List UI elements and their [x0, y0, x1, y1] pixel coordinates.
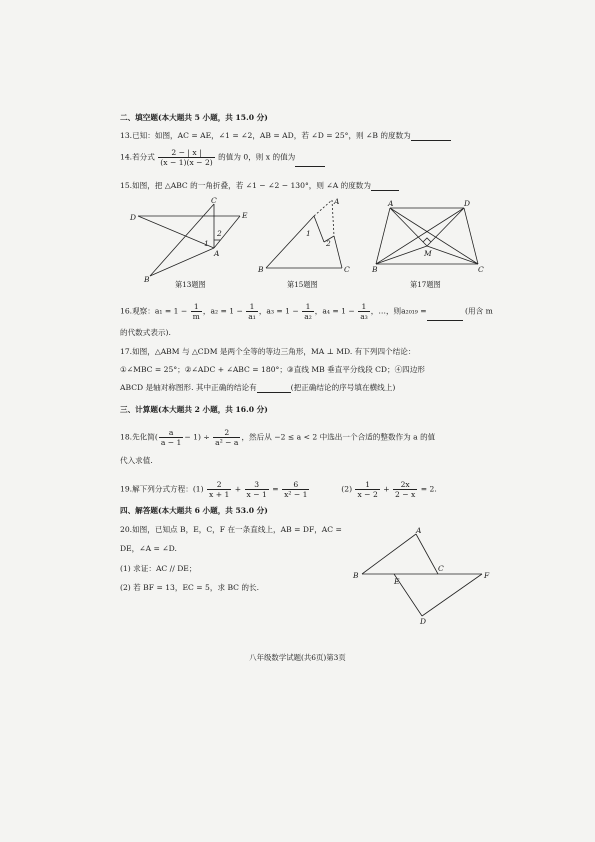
fraction — [246, 302, 258, 321]
answer-blank-17[interactable] — [257, 392, 291, 393]
point-label: E — [394, 577, 400, 586]
answer-blank-13[interactable] — [411, 140, 451, 141]
denominator: a₁ — [248, 312, 256, 321]
point-label: C — [438, 564, 444, 573]
section-heading-computation: 三、计算题(本大题共 2 小题，共 16.0 分) — [120, 405, 268, 414]
section-heading-fill-in: 二、填空题(本大题共 5 小题，共 15.0 分) — [120, 113, 268, 122]
point-label: B — [144, 275, 150, 284]
angle-label: 2 — [217, 229, 222, 238]
question-16-suffix: (用含 m — [465, 306, 493, 316]
section-heading-solutions: 四、解答题(本大题共 6 小题，共 53.0 分) — [120, 506, 268, 515]
numerator: a — [159, 428, 184, 438]
question-17-text: ABCD 是轴对称图形. 其中正确的结论有 — [120, 383, 257, 392]
figure-15-caption: 第15题图 — [287, 280, 318, 289]
fraction — [191, 302, 202, 321]
operator: + — [383, 484, 390, 494]
question-18 — [120, 428, 435, 447]
point-label: E — [242, 211, 248, 220]
point-label: A — [388, 199, 394, 208]
fraction — [282, 480, 309, 499]
denominator: x − 1 — [246, 490, 267, 499]
question-14 — [120, 148, 325, 167]
question-16-text: ，a₃ = 1 − — [258, 306, 299, 316]
question-18-prefix: 18.先化简( — [120, 432, 158, 442]
denominator: x − 2 — [357, 490, 378, 499]
question-14-suffix: 的值为 0，则 x 的值为 — [218, 152, 296, 162]
fraction — [393, 480, 417, 499]
numerator: 2 — [213, 428, 240, 438]
answer-blank-14[interactable] — [295, 166, 325, 167]
numerator: 2x — [393, 480, 417, 490]
denominator: a₃ — [360, 312, 368, 321]
figure-13-caption: 第13题图 — [175, 280, 206, 289]
question-20-line2: DE，∠A = ∠D. — [120, 544, 177, 553]
fraction — [213, 428, 240, 447]
fraction — [245, 480, 269, 499]
question-19-part2-label: (2) — [341, 484, 353, 494]
operator: = — [272, 484, 279, 494]
point-label: A — [214, 249, 220, 258]
figure-17-caption: 第17题图 — [410, 280, 441, 289]
angle-label: 1 — [306, 229, 311, 238]
question-19-prefix: 19.解下列分式方程：(1) — [120, 484, 204, 494]
denominator: 2 − x — [395, 490, 416, 499]
angle-label: 2 — [326, 239, 331, 248]
point-label: C — [211, 196, 217, 205]
denominator: x + 1 — [209, 490, 230, 499]
question-16-prefix: 16.观察：a₁ = 1 − — [120, 306, 188, 316]
question-18-line2: 代入求值. — [120, 456, 153, 465]
question-17-line1: 17.如图，△ABM 与 △CDM 是两个全等的等边三角形，MA ⊥ MD. 有下列四个结论： — [120, 347, 416, 356]
answer-blank-16[interactable] — [427, 320, 463, 321]
question-19-end: = 2. — [420, 484, 437, 494]
fraction — [207, 480, 231, 499]
point-label: B — [372, 265, 378, 274]
figure-13-diagram — [128, 196, 258, 286]
numerator: 1 — [302, 302, 314, 312]
denominator: x² − 1 — [284, 490, 308, 499]
question-17-line2: ①∠MBC = 25°；②∠ADC + ∠ABC = 180°；③直线 MB 垂直平分线段 CD；④四边形 — [120, 365, 425, 374]
answer-blank-15[interactable] — [371, 190, 399, 191]
point-label: D — [130, 213, 137, 222]
question-20-part2: (2) 若 BF = 13，EC = 5，求 BC 的长. — [120, 583, 259, 592]
numerator: 1 — [191, 302, 202, 312]
figure-15-diagram — [256, 196, 356, 276]
denominator: a₂ — [304, 312, 312, 321]
point-label: C — [478, 265, 484, 274]
numerator: 6 — [282, 480, 309, 490]
angle-label: 1 — [204, 239, 209, 248]
operator: + — [234, 484, 242, 494]
fraction — [355, 480, 379, 499]
question-16-line2: 的代数式表示). — [120, 328, 171, 337]
question-17-instruction: (把正确结论的序号填在横线上) — [290, 383, 396, 392]
fraction — [158, 148, 214, 167]
question-19 — [120, 480, 437, 499]
point-label: C — [344, 265, 350, 274]
figure-17-diagram — [368, 198, 488, 274]
question-20-line1: 20.如图，已知点 B，E，C，F 在一条直线上，AB = DF，AC = — [120, 525, 342, 534]
point-label: B — [258, 265, 264, 274]
question-17-line3 — [120, 382, 395, 393]
question-18-suffix: ，然后从 −2 ≤ a < 2 中选出一个合适的整数作为 a 的值 — [241, 432, 436, 442]
fraction — [159, 428, 184, 447]
numerator: 1 — [358, 302, 370, 312]
denominator: a² − a — [215, 438, 239, 447]
point-label: B — [353, 571, 359, 580]
question-18-text: − 1) ÷ — [184, 432, 210, 442]
question-15 — [120, 180, 399, 191]
point-label: D — [420, 617, 427, 626]
question-16-text: ，a₂ = 1 − — [202, 306, 243, 316]
question-15-text: 15.如图，把 △ABC 的一角折叠，若 ∠1 − ∠2 − 130°，则 ∠A 的度数为 — [120, 181, 371, 190]
numerator: 1 — [246, 302, 258, 312]
page-footer: 八年级数学试题(共6页)第3页 — [249, 653, 346, 662]
denominator: a − 1 — [160, 438, 182, 447]
question-16-text: ，a₄ = 1 − — [314, 306, 355, 316]
numerator: 1 — [355, 480, 379, 490]
numerator: 2 — [207, 480, 231, 490]
point-label: M — [424, 249, 432, 258]
fraction — [302, 302, 314, 321]
question-16-text: ，…，则a₂₀₁₉ = — [370, 306, 427, 316]
point-label: A — [334, 197, 340, 206]
question-14-prefix: 14.若分式 — [120, 152, 155, 162]
question-13-text: 13.已知：如图，AC = AE，∠1 = ∠2，AB = AD，若 ∠D = 25°，则 ∠B 的度数为 — [120, 131, 411, 140]
point-label: F — [484, 571, 490, 580]
point-label: D — [464, 199, 471, 208]
numerator: 3 — [245, 480, 269, 490]
denominator: (x − 1)(x − 2) — [160, 158, 213, 167]
question-20-part1: (1) 求证：AC // DE； — [120, 564, 197, 573]
figure-20-diagram — [350, 526, 490, 626]
question-16 — [120, 302, 493, 321]
numerator: 2 − | x | — [158, 148, 214, 158]
question-13 — [120, 130, 451, 141]
point-label: A — [416, 526, 422, 535]
fraction — [358, 302, 370, 321]
denominator: m — [192, 312, 200, 321]
